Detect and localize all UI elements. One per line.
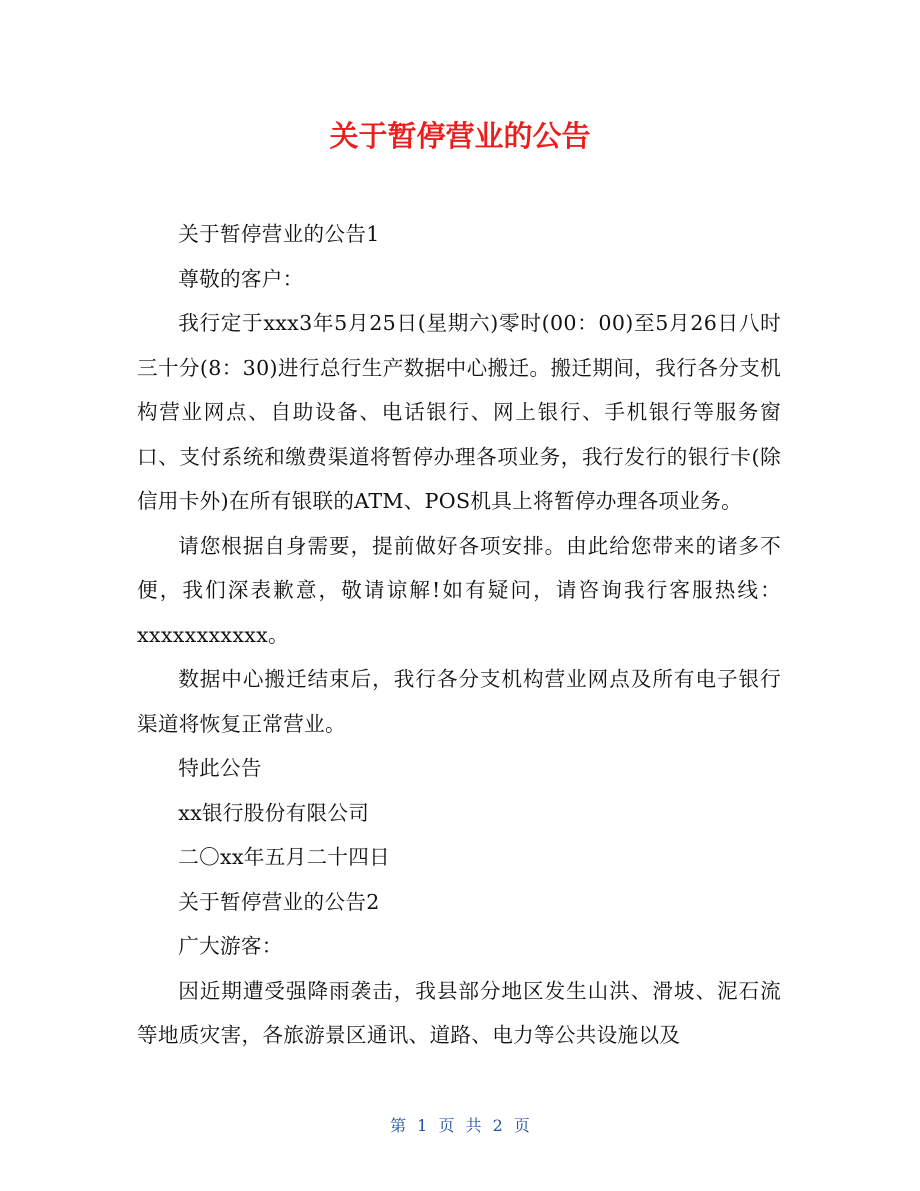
document-title: 关于暂停营业的公告 <box>329 119 591 153</box>
document-body <box>137 212 781 1058</box>
paragraph-apology: 请您根据自身需要，提前做好各项安排。由此给您带来的诸多不便，我们深表歉意，敬请谅解!如有疑问，请咨询我行客服热线：xxxxxxxxxxx。 <box>137 533 781 647</box>
closing-remark: 特此公告 <box>178 756 262 780</box>
paragraph-resume: 数据中心搬迁结束后，我行各分支机构营业网点及所有电子银行渠道将恢复正常营业。 <box>137 667 781 736</box>
signature-date: 二〇xx年五月二十四日 <box>178 845 391 869</box>
section-heading-1: 关于暂停营业的公告1 <box>178 222 380 246</box>
paragraph-disaster: 因近期遭受强降雨袭击，我县部分地区发生山洪、滑坡、泥石流等地质灾害，各旅游景区通讯、道路、电力等公共设施以及 <box>137 978 781 1047</box>
salutation-2: 广大游客： <box>178 934 283 958</box>
signature-organization: xx银行股份有限公司 <box>178 800 370 825</box>
page-footer: 第 1 页 共 2 页 <box>390 1116 530 1135</box>
paragraph-notice-details: 我行定于xxx3年5月25日(星期六)零时(00：00)至5月26日八时三十分(8：30)进行总行生产数据中心搬迁。搬迁期间，我行各分支机构营业网点、自助设备、电话银行、网上银行、手机银行等服务窗口、支付系统和缴费渠道将暂停办理各项业务，我行发行的银行卡(除信用卡外)在所有银联的ATM、POS机具上将暂停办理各项业务。 <box>137 311 781 513</box>
section-heading-2: 关于暂停营业的公告2 <box>178 889 380 914</box>
salutation-1: 尊敬的客户： <box>178 266 304 291</box>
